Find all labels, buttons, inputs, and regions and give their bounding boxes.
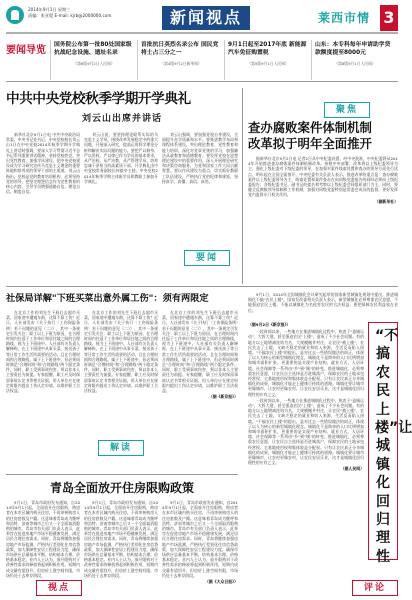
newspaper-logo bbox=[6, 6, 24, 24]
digest-item-page: （第6版9月2日人民网） bbox=[73, 61, 115, 66]
headline-line: 查办腐败案件体制机制 bbox=[248, 120, 372, 135]
digest-item-title: 国务院公布第一批80处国家级抗战纪念设施、遗址名录 bbox=[54, 42, 132, 56]
commentary-headline-text: “不搞农民上楼”让城镇化回归理性 bbox=[375, 328, 412, 565]
article-text: 一段时间以来，一些地方在推进城镇化过程中，热衷于"造城运动"，大拆大建，甚至强迫农民"上楼"，造成了不少社会问题。有的地方以土地增减挂钩为名，大规模撤并村庄，让农民"被上楼"，农民失去了土地，又缺乏稳定的就业和收入来源，生活反而陷入困境。"不搞农民上楼"的提出，是对过去一些错误做法的纠正，体现了以人为核心的新型城镇化理念。城镇化不是简单的人口比例增加和城市面积扩张，更重要的是实现产业结构、就业方式、人居环境、社会保障等一系列由"乡"到"城"的转变。推进城镇化，必须尊重农民意愿，让农民自主选择是否进城落户，保障农民的土地承包经营权、宅基地使用权和集体收益分配权。只有让农民真正分享城镇化的成果，城镇化才能走上健康可持续的道路。城镇化要让城市更像城市，让农村更像农村，让农民安居乐业，这才是城镇化回归理性的应有之义。 bbox=[248, 329, 364, 397]
page-number: 3 bbox=[380, 5, 398, 31]
lead-subhead: 刘云山出席并讲话 bbox=[81, 114, 162, 124]
lead-headline[interactable]: 中共中央党校秋季学期开学典礼 bbox=[6, 91, 191, 107]
article-text: 9月1日，青岛市政府发布通知，自2014年9月1日起，全面放开住房限购，购房者在本市区域内购买住房，不再审核购房人的住房套数及户籍。这意味着青岛成为继呼和浩特、济南等城市之后又一个全面取消限购的城市。青岛市有关部门负责人表示，此举旨在促进房地产市场平稳健康发展，满足居民合理住房需求。同时，青岛将继续加强房地产市场监测，严格执行差别化住房信贷政策，加大保障性安居工程建设力度，确保市场供应总量基本平衡、结构基本合理、价格基本稳定。业内人士认为，放开限购对于改善性需求的释放将起到积极作用，短期内成交量有望回升，但房价上涨空间有限，市场仍处于去库存阶段。 bbox=[6, 500, 80, 578]
digest-item-title: 9月1日起至2017年底 新能源汽车免征购置税 bbox=[228, 42, 307, 56]
article-text: 9月1日，2014年全国城镇化会议研究起草的国家新型城镇化规划中提出，推进城镇化不搞"农民上楼"。国家发改委相关负责人表示，新型城镇化必须尊重农民意愿，不能强迫农民上楼，不能以城镇化为名侵害农民的合法权益，要把保障农民利益放在首位。 bbox=[248, 292, 398, 313]
section-divider bbox=[6, 474, 238, 475]
headline-line: 改革拟于明年全面推开 bbox=[248, 136, 372, 151]
masthead bbox=[6, 4, 398, 34]
digest-item-title: 首批抗日英烈名录公布 国民党将士占三分之一 bbox=[141, 42, 219, 56]
column-divider bbox=[242, 88, 243, 284]
social-security-body-col-1 bbox=[6, 310, 80, 470]
anti-corruption-body bbox=[248, 156, 398, 276]
qingdao-headline[interactable]: 青岛全面放开住房限购政策 bbox=[50, 481, 195, 495]
article-source: （据新华社） bbox=[374, 198, 398, 204]
digest-item-page: （第4版9月2日新华网） bbox=[160, 61, 202, 66]
article-text: 据新华社北京9月2日电 记者2日从中央纪委获悉，经中央批准，中央纪委将从2014年开始推进查办腐败案件体制机制改革。按照中央部署，改革将以上级纪委领导为主，强化上级纪委对下级纪委的领导，在加强对案件线索处置和查办的领导方面先行试点，明年起在全国全面推开。中央纪委有关负责人表示，推进改革的重点是：查办腐败案件以上级纪委领导为主，线索处置和案件查办在向同级党委报告的同时必须向上级纪委报告；各级纪委书记、副书记的提名和考察以上级纪委会同组织部门为主。同时，要健全反腐败领导体制和工作机制，加强对同级党委特别是常委会成员的监督，更好发挥党内监督专门机关作用。 bbox=[248, 156, 398, 198]
digest-item-title: 山东：本专科每年申请助学贷款额度提至8000元 bbox=[315, 42, 391, 56]
commentary-body bbox=[248, 322, 364, 592]
qingdao-body-col-3 bbox=[162, 500, 238, 596]
digest-items bbox=[50, 40, 398, 80]
commentary-intro bbox=[248, 292, 398, 318]
digest-item[interactable] bbox=[224, 40, 311, 80]
lead-body-col-3 bbox=[162, 132, 238, 254]
article-text: 在北京工作的刘先生下班后去超市买菜，回家途中遭遇车祸，这算不算工伤？近日，人社部发布《关于执行〈工伤保险条例〉若干问题的意见（二）》，其中一条规定引发关注：职工以上下班为原因，在合理时间内往返于工作单位和居住地之间的合理路线，视为上下班途中。人社部有关负责人解释称，在上下班途中从事买菜、接送孩子等日常工作生活所需要的活动，且在合理时间和合理路线，属于上下班途中，但必须同时满足"合理时间"和"合理路线"两个限定条件。同时，职工受到事故伤害，须以非本人主要责任为前提。专家提醒，职工应及时保留事故认定书等相关证据，用人单位应在规定时限内提出工伤认定申请，以维护职工合法权益。 bbox=[84, 310, 158, 394]
issue-meta bbox=[28, 7, 111, 19]
issue-date: 2014年9月1日 星期三 bbox=[28, 7, 71, 12]
article-source: （据人民网） bbox=[340, 466, 364, 472]
commentary-vertical-headline[interactable] bbox=[368, 322, 412, 565]
news-digest-bar bbox=[6, 38, 398, 82]
article-source: （据《新京报》） bbox=[208, 394, 238, 400]
digest-item-page: （第8版9月1日人民网） bbox=[334, 61, 376, 66]
article-text: 9月1日，青岛市政府发布通知，自2014年9月1日起，全面放开住房限购，购房者在本市区域内购买住房，不再审核购房人的住房套数及户籍。这意味着青岛成为继呼和浩特、济南等城市之后又一个全面取消限购的城市。青岛市有关部门负责人表示，此举旨在促进房地产市场平稳健康发展，满足居民合理住房需求。同时，青岛将继续加强房地产市场监测，严格执行差别化住房信贷政策，加大保障性安居工程建设力度，确保市场供应总量基本平衡、结构基本合理、价格基本稳定。业内人士认为，放开限购对于改善性需求的释放将起到积极作用，短期内成交量有望回升，但房价上涨空间有限，市场仍处于去库存阶段。 bbox=[84, 500, 158, 578]
explain-stamp: 解读 bbox=[98, 440, 144, 456]
digest-item[interactable] bbox=[137, 40, 224, 80]
commentary-stamp: 评论 bbox=[352, 580, 398, 596]
lead-story-banner bbox=[6, 88, 238, 128]
article-byline: （据9月2日《新京报》） bbox=[248, 322, 291, 327]
article-text: 在北京工作的刘先生下班后去超市买菜，回家途中遭遇车祸，这算不算工伤？近日，人社部发布《关于执行〈工伤保险条例〉若干问题的意见（二）》，其中一条规定引发关注：职工以上下班为原因，在合理时间内往返于工作单位和居住地之间的合理路线，视为上下班途中。人社部有关负责人解释称，在上下班途中从事买菜、接送孩子等日常工作生活所需要的活动，且在合理时间和合理路线，属于上下班途中，但必须同时满足"合理时间"和"合理路线"两个限定条件。同时，职工受到事故伤害，须以非本人主要责任为前提。专家提醒，职工应及时保留事故认定书等相关证据，用人单位应在规定时限内提出工伤认定申请，以维护职工合法权益。 bbox=[162, 310, 238, 394]
social-security-body-col-3 bbox=[162, 310, 238, 470]
digest-item[interactable] bbox=[50, 40, 137, 80]
qingdao-body-col-2 bbox=[84, 500, 158, 596]
lead-body-col-1 bbox=[6, 132, 80, 254]
digest-label: 要闻导览 bbox=[6, 45, 46, 56]
lead-body-text: 新华社北京9月1日电 中共中央政治局常委、中央书记处书记、中央党校校长刘云山1日在中央党校2014年秋季学期开学典礼上讲话时强调，要深入学习贯彻习近平总书记系列重要讲话精神，坚持党校姓党，突出党性教育，加强学风建设，把中央党校建设成为学习研究宣传马克思主义理论的重要阵地和培养党的领导干部的主渠道。刘云山指出，党校是党的教育培训机构，必须坚持党的领导，把坚定理想信念作为党性教育的核心内容，引导学员增强道路自信、理论自信、制度自信。 bbox=[6, 132, 80, 195]
lead-body-col-2 bbox=[84, 132, 158, 254]
page-title: 新闻视点 bbox=[162, 6, 250, 30]
lead-body-text: 刘云山强调，要加强党校自身建设，全面提升办学质量和水平。要推进教学布局和课程体系建设，突出理论教育、党性教育和能力培训，深化对党章党规的学习，加强廉洁从政教育和道德教育。要发挥党校在思想理论建设中的重要作用，深入开展理论研究和决策咨询服务，为党和国家工作大局贡献智慧。要以作风建设为重点，切实抓好教职工队伍建设，严格执行党的纪律和规矩，坚持真学、真懂、真信、真用。 bbox=[162, 132, 238, 184]
article-text: 9月1日，青岛市政府发布通知，自2014年9月1日起，全面放开住房限购，购房者在本市区域内购买住房，不再审核购房人的住房套数及户籍。这意味着青岛成为继呼和浩特、济南等城市之后又一个全面取消限购的城市。青岛市有关部门负责人表示，此举旨在促进房地产市场平稳健康发展，满足居民合理住房需求。同时，青岛将继续加强房地产市场监测，严格执行差别化住房信贷政策，加大保障性安居工程建设力度，确保市场供应总量基本平衡、结构基本合理、价格基本稳定。业内人士认为，放开限购对于改善性需求的释放将起到积极作用，短期内成交量有望回升，但房价上涨空间有限，市场仍处于去库存阶段。 bbox=[162, 500, 238, 578]
digest-item[interactable] bbox=[311, 40, 398, 80]
article-text: 在北京工作的刘先生下班后去超市买菜，回家途中遭遇车祸，这算不算工伤？近日，人社部发布《关于执行〈工伤保险条例〉若干问题的意见（二）》，其中一条规定引发关注：职工以上下班为原因，在合理时间内往返于工作单位和居住地之间的合理路线，视为上下班途中。人社部有关负责人解释称，在上下班途中从事买菜、接送孩子等日常工作生活所需要的活动，且在合理时间和合理路线，属于上下班途中，但必须同时满足"合理时间"和"合理路线"两个限定条件。同时，职工受到事故伤害，须以非本人主要责任为前提。专家提醒，职工应及时保留事故认定书等相关证据，用人单位应在规定时限内提出工伤认定申请，以维护职工合法权益。 bbox=[6, 310, 80, 394]
spotlight-stamp: 聚焦 bbox=[324, 102, 370, 118]
viewpoint-stamp: 视点 bbox=[36, 580, 82, 596]
section-name: 莱西市情 bbox=[318, 11, 371, 25]
focus-stamp: 要闻 bbox=[184, 250, 230, 266]
social-security-headline[interactable]: 社保局详解"下班买菜出意外属工伤"：须有两限定 bbox=[6, 293, 209, 304]
editor-contact: 责编：张亚缇 E-mail: kjrb@2000000.com bbox=[28, 13, 112, 18]
article-source: （据《大众日报》） bbox=[204, 579, 238, 585]
digest-item-page: （第5版9月1日人民网） bbox=[247, 61, 289, 66]
article-text: 一段时间以来，一些地方在推进城镇化过程中，热衷于"造城运动"，大拆大建，甚至强迫农民"上楼"，造成了不少社会问题。有的地方以土地增减挂钩为名，大规模撤并村庄，让农民"被上楼"，农民失去了土地，又缺乏稳定的就业和收入来源，生活反而陷入困境。"不搞农民上楼"的提出，是对过去一些错误做法的纠正，体现了以人为核心的新型城镇化理念。城镇化不是简单的人口比例增加和城市面积扩张，更重要的是实现产业结构、就业方式、人居环境、社会保障等一系列由"乡"到"城"的转变。推进城镇化，必须尊重农民意愿，让农民自主选择是否进城落户，保障农民的土地承包经营权、宅基地使用权和集体收益分配权。只有让农民真正分享城镇化的成果，城镇化才能走上健康可持续的道路。城镇化要让城市更像城市，让农村更像农村，让农民安居乐业，这才是城镇化回归理性的应有之义。 bbox=[248, 397, 364, 466]
section-divider bbox=[6, 286, 398, 287]
lead-body-text: 刘云山说，要坚持理论联系实际的马克思主义学风，围绕改革发展稳定中的重大问题，开展深入研究，提高运用科学理论分析和解决实际问题的能力。要把严以修身、严以用权、严以律己作为学员的基本要求，从严治校、从严治教、从严管理学员，培养忠诚干净担当的高素质干部。开学典礼由中央党校常务副校长何毅亭主持。中央党校2014年秋季学期主体班学员和教职工参加开学典礼。 bbox=[84, 132, 158, 184]
anti-corruption-headline[interactable] bbox=[248, 120, 398, 152]
